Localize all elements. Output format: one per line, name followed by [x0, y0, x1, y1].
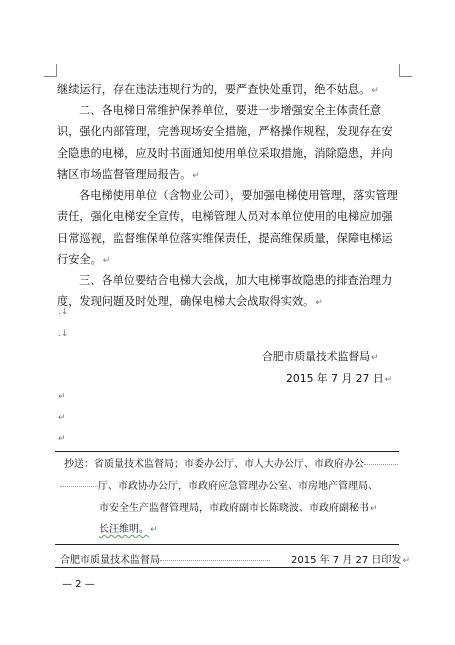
page-number: — 2 — [62, 579, 95, 590]
divider-line [55, 567, 399, 568]
cc-line-2: 厅、市政协办公厅，市政府应急管理办公室、市房地产管理局、 [60, 477, 378, 497]
margin-corner-top-left [44, 64, 57, 77]
body-paragraph-1: 继续运行，存在违法违规行为的，要严查快处重罚，绝不姑息。↵ [57, 83, 379, 96]
divider-line [55, 451, 399, 452]
cc-line-4: 长汪维明。↵ [99, 524, 158, 535]
body-paragraph-3: 各电梯使用单位（含物业公司），要加强电梯使用管理，落实管理责任，强化电梯安全宣传，电梯管理人员对本单位使用的电梯应加强日常巡视，监督维保单位落实维保责任，提高维保质量，保障电梯运行安全。↵ [57, 189, 398, 266]
footer-issuer: 合肥市质量技术监督局 [60, 551, 270, 566]
signature-date: 2015 年 7 月 27 日↵ [286, 372, 393, 385]
empty-paragraph-mark: ↵ [58, 392, 66, 402]
cc-line-3: 市安全生产监督管理局，市政府副市长陈晓波、市政府副秘书↵ [99, 503, 378, 514]
cc-line-1: 抄送：省质量技术监督局；市委办公厅、市人大办公厅、市政府办公 [64, 455, 398, 475]
footer-date: 2015 年 7 月 27 日印发↵ [291, 555, 410, 566]
empty-paragraph-mark: .↓ [58, 307, 69, 317]
empty-paragraph-mark: ↵ [58, 434, 66, 444]
divider-line [55, 544, 399, 545]
cc-label: 抄送： [64, 459, 94, 470]
body-paragraph-4: 三、各单位要结合电梯大会战，加大电梯事故隐患的排查治理力度，发现问题及时处理，确保电梯大会战取得实效。↵ [57, 274, 393, 309]
empty-paragraph-mark: ↵ [58, 413, 66, 423]
body-paragraph-2: 二、各电梯日常维护保养单位，要进一步增强安全主体责任意识，强化内部管理，完善现场安全措施，严格操作规程，发现存在安全隐患的电梯，应及时书面通知使用单位采取措施，消除隐患，并向辖区市场监督管理局报告。↵ [57, 104, 393, 181]
signature-organization: 合肥市质量技术监督局↵ [262, 350, 379, 363]
margin-corner-top-right [399, 64, 412, 77]
empty-paragraph-mark: .↓ [58, 329, 69, 339]
